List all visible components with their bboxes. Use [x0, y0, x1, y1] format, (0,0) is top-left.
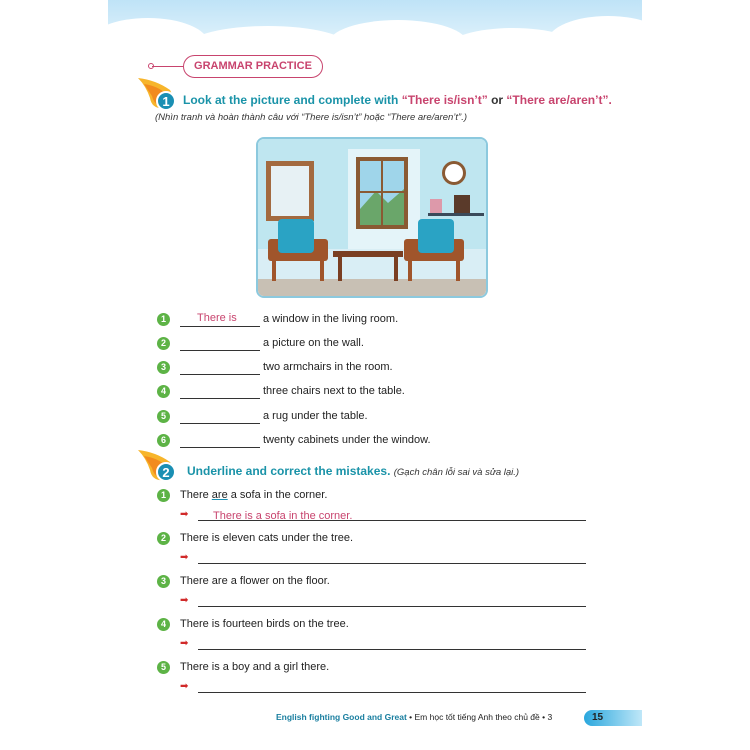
living-room-picture	[256, 137, 488, 298]
item-number: 2	[157, 532, 170, 545]
arrow-icon: ➡	[180, 595, 189, 606]
answer-line[interactable]	[198, 679, 586, 693]
item-number: 3	[157, 575, 170, 588]
item-text: a sofa in the corner.	[227, 489, 328, 501]
section-label: GRAMMAR PRACTICE	[183, 55, 323, 78]
item-text: There is fourteen birds on the tree.	[180, 618, 349, 630]
item-text: There are a flower on the floor.	[180, 575, 330, 587]
item-number: 5	[157, 410, 170, 423]
exercise1-subtitle: (Nhìn tranh và hoàn thành câu với “There is/isn’t” hoặc “There are/aren’t”.)	[155, 112, 467, 123]
list-item	[157, 487, 327, 503]
answer-blank[interactable]	[180, 362, 260, 375]
list-item	[157, 359, 393, 375]
list-item	[157, 408, 368, 424]
item-text: There	[180, 489, 212, 501]
item-text: a rug under the table.	[263, 410, 368, 422]
exercise-number-badge: 2	[156, 462, 176, 482]
item-number: 6	[157, 434, 170, 447]
item-text: There is a boy and a girl there.	[180, 661, 330, 673]
item-text: a window in the living room.	[263, 313, 399, 325]
list-item	[157, 311, 398, 327]
answer-text: There is a sofa in the corner.	[213, 510, 353, 522]
answer-blank[interactable]	[180, 338, 260, 351]
page-number: 15	[584, 710, 642, 726]
exercise2-heading: Underline and correct the mistakes. (Gạch chân lỗi sai và sửa lại.)	[187, 464, 520, 478]
answer-blank[interactable]	[180, 435, 260, 448]
item-text: There is eleven cats under the tree.	[180, 532, 354, 544]
list-item	[157, 432, 431, 448]
list-item	[157, 573, 330, 589]
sky-header	[108, 0, 642, 48]
answer-blank[interactable]	[180, 314, 260, 327]
item-number: 4	[157, 618, 170, 631]
list-item	[157, 335, 364, 351]
arrow-icon: ➡	[180, 638, 189, 649]
exercise-number-badge: 1	[156, 91, 176, 111]
answer-blank[interactable]	[180, 411, 260, 424]
list-item	[157, 530, 353, 546]
item-text: two armchairs in the room.	[263, 361, 393, 373]
item-text: a picture on the wall.	[263, 337, 364, 349]
underlined-mistake: are	[211, 489, 228, 501]
item-text: three chairs next to the table.	[263, 385, 405, 397]
arrow-icon: ➡	[180, 681, 189, 692]
answer-text: There is	[197, 312, 237, 324]
item-text: twenty cabinets under the window.	[263, 434, 431, 446]
list-item	[157, 616, 349, 632]
arrow-icon: ➡	[180, 509, 189, 520]
answer-line[interactable]	[198, 593, 586, 607]
arrow-icon: ➡	[180, 552, 189, 563]
list-item	[157, 383, 405, 399]
item-number: 1	[157, 313, 170, 326]
answer-line[interactable]	[198, 550, 586, 564]
answer-line[interactable]	[198, 507, 586, 521]
item-number: 4	[157, 385, 170, 398]
item-number: 1	[157, 489, 170, 502]
item-number: 3	[157, 361, 170, 374]
list-item	[157, 659, 329, 675]
item-number: 2	[157, 337, 170, 350]
decor-line	[152, 66, 183, 67]
item-number: 5	[157, 661, 170, 674]
exercise1-heading: Look at the picture and complete with “There is/isn’t” or “There are/aren’t”.	[183, 93, 612, 107]
footer: English fighting Good and Great • Em học tốt tiếng Anh theo chủ đề • 3	[276, 712, 553, 722]
answer-line[interactable]	[198, 636, 586, 650]
answer-blank[interactable]	[180, 386, 260, 399]
